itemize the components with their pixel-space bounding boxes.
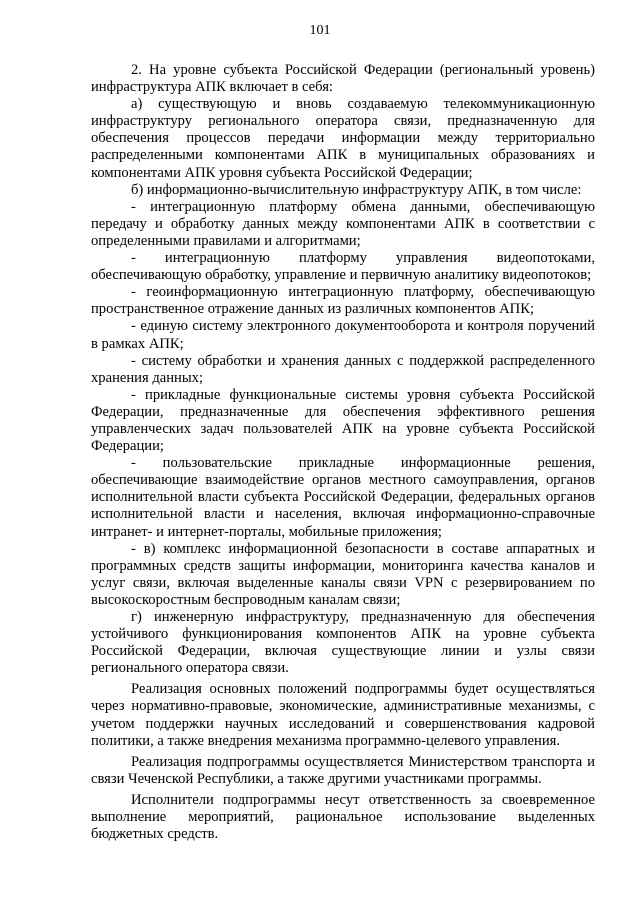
list-item: - интеграционную платформу обмена данными, обеспечивающую передачу и обработку данных между компонентами АПК в соответствии с определенными правилами и алгоритмами; [91, 198, 595, 249]
list-item: - единую систему электронного документооборота и контроля поручений в рамках АПК; [91, 318, 595, 352]
paragraph: а) существующую и вновь создаваемую телекоммуникационную инфраструктуру регионального оператора связи, предназначенную для обеспечения процессов передачи информации между территориально распределенными компонентами АПК в муниципальных образованиях и компонентами АПК уровня субъекта Российской Федерации; [91, 96, 595, 181]
paragraph: Реализация подпрограммы осуществляется Министерством транспорта и связи Чеченской Республики, а также другими участниками программы. [91, 753, 595, 787]
paragraph: г) инженерную инфраструктуру, предназначенную для обеспечения устойчивого функционирования компонентов АПК на уровне субъекта Российской Федерации, включая существующие линии и узлы связи регионального оператора связи. [91, 609, 595, 677]
page-number: 101 [309, 23, 331, 38]
list-item: - геоинформационную интеграционную платформу, обеспечивающую пространственное отражение данных из различных компонентов АПК; [91, 284, 595, 318]
list-item: - интеграционную платформу управления видеопотоками, обеспечивающую обработку, управление и первичную аналитику видеопотоков; [91, 250, 595, 284]
paragraph: б) информационно-вычислительную инфраструктуру АПК, в том числе: [131, 181, 582, 198]
paragraph: 2. На уровне субъекта Российской Федерации (региональный уровень) инфраструктура АПК включает в себя: [91, 62, 595, 96]
document-body [91, 62, 595, 843]
paragraph: Реализация основных положений подпрограммы будет осуществляться через нормативно-правовые, экономические, административные механизмы, с учетом поддержки научных исследований и совершенствования кадровой политики, а также внедрения механизма программно-целевого управления. [91, 681, 595, 749]
list-item: - пользовательские прикладные информационные решения, обеспечивающие взаимодействие органов местного самоуправления, органов исполнительной власти субъекта Российской Федерации, федеральных органов исполнительной власти и населения, включая информационно-справочные интранет- и интернет-порталы, мобильные приложения; [91, 455, 595, 540]
list-item: - прикладные функциональные системы уровня субъекта Российской Федерации, предназначенные для обеспечения эффективного решения управленческих задач пользователей АПК на уровне субъекта Российской Федерации; [91, 386, 595, 455]
list-item: - систему обработки и хранения данных с поддержкой распределенного хранения данных; [91, 352, 595, 386]
paragraph: Исполнители подпрограммы несут ответственность за своевременное выполнение мероприятий, рациональное использование выделенных бюджетных средств. [91, 791, 595, 843]
list-item: - в) комплекс информационной безопасности в составе аппаратных и программных средств защиты информации, мониторинга качества каналов и услуг связи, включая выделенные каналы связи VPN с резервированием по высокоскоростным беспроводным каналам связи; [91, 540, 595, 608]
